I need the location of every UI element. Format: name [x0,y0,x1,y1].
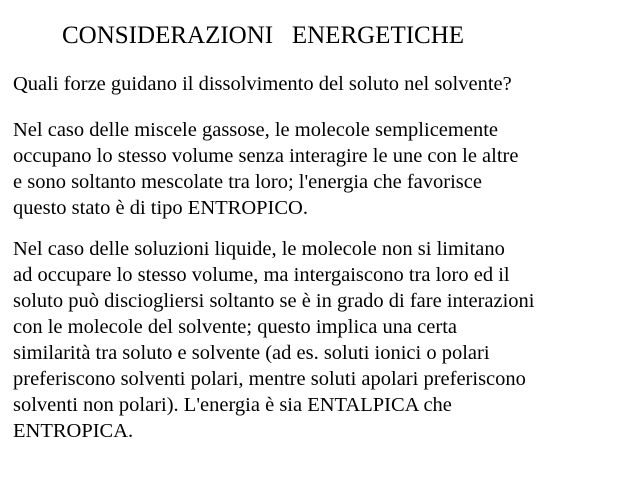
question-line: Quali forze guidano il dissolvimento del soluto nel solvente? [13,73,512,95]
paragraph-line: Nel caso delle miscele gassose, le molecole semplicemente [13,119,498,141]
paragraph-line: preferiscono solventi polari, mentre soluti apolari preferiscono [13,368,526,390]
paragraph-line: ad occupare lo stesso volume, ma intergaiscono tra loro ed il [13,264,510,286]
paragraph-line: Nel caso delle soluzioni liquide, le molecole non si limitano [13,238,505,260]
question-text [13,71,512,97]
paragraph-line: ENTROPICA. [13,420,134,442]
paragraph-line: occupano lo stesso volume senza interagire le une con le altre [13,145,519,167]
paragraph-gas-mixtures [13,117,518,221]
paragraph-line: solventi non polari). L'energia è sia ENTALPICA che [13,394,452,416]
slide-title: CONSIDERAZIONI ENERGETICHE [62,22,465,49]
paragraph-line: con le molecole del solvente; questo implica una certa [13,316,458,338]
paragraph-line: soluto può disciogliersi soltanto se è in grado di fare interazioni [13,290,535,312]
paragraph-liquid-solutions [13,236,535,444]
paragraph-line: questo stato è di tipo ENTROPICO. [13,197,308,219]
paragraph-line: e sono soltanto mescolate tra loro; l'energia che favorisce [13,171,482,193]
paragraph-line: similarità tra soluto e solvente (ad es. soluti ionici o polari [13,342,490,364]
